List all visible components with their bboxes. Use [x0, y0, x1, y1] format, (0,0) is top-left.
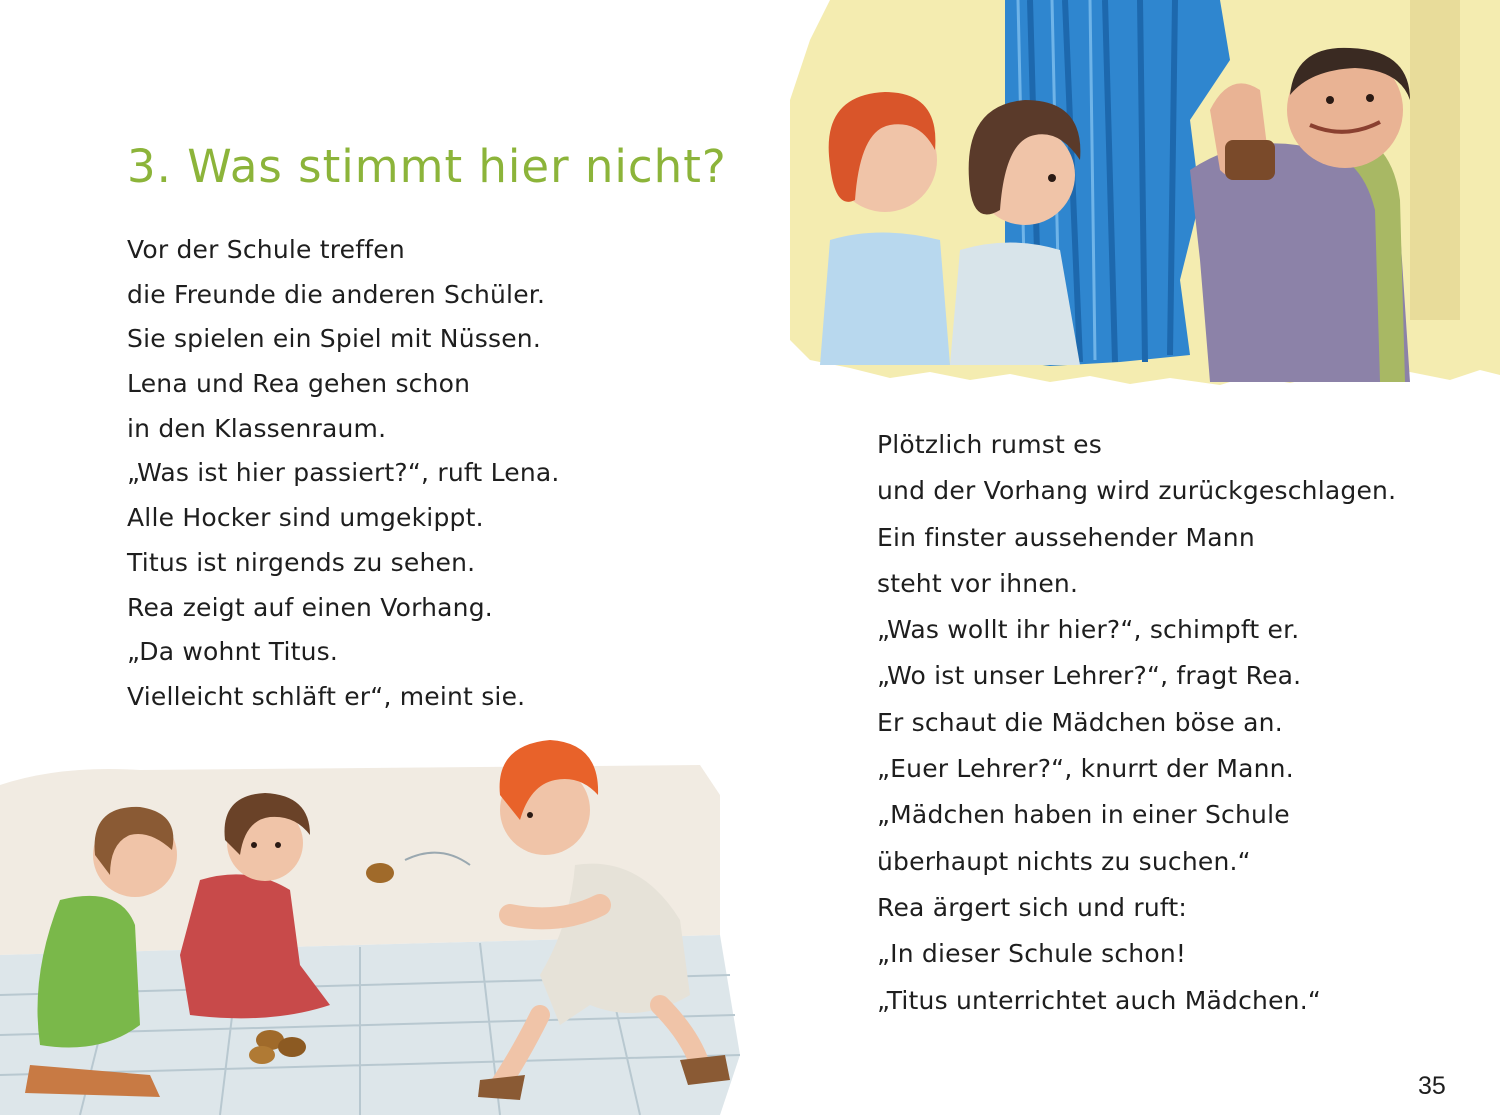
story-line: und der Vorhang wird zurückgeschlagen.	[877, 476, 1397, 506]
illustration-curtain-scene	[790, 0, 1500, 390]
story-line: Rea ärgert sich und ruft:	[877, 892, 1188, 922]
story-line: „Wo ist unser Lehrer?“, fragt Rea.	[877, 661, 1302, 691]
right-story-text	[877, 422, 1396, 1024]
story-line: „Euer Lehrer?“, knurrt der Mann.	[877, 754, 1294, 784]
story-line: „Da wohnt Titus.	[127, 637, 339, 667]
story-line: Ein finster aussehender Mann	[877, 522, 1255, 552]
story-line: Plötzlich rumst es	[877, 430, 1102, 459]
story-line: „Was ist hier passiert?“, ruft Lena.	[127, 458, 560, 488]
page-number: 35	[1418, 1072, 1446, 1100]
story-line: Er schaut die Mädchen böse an.	[877, 707, 1283, 737]
story-line: Alle Hocker sind umgekippt.	[127, 503, 484, 533]
story-line: die Freunde die anderen Schüler.	[127, 279, 546, 309]
story-line: „Mädchen haben in einer Schule	[877, 800, 1290, 830]
story-line: in den Klassenraum.	[127, 413, 387, 443]
story-line: Vor der Schule treffen	[127, 235, 405, 264]
story-line: Rea zeigt auf einen Vorhang.	[127, 592, 493, 622]
flying-nut	[366, 863, 394, 883]
nut	[278, 1037, 306, 1057]
illustration-nut-game	[0, 725, 760, 1115]
story-line: „Was wollt ihr hier?“, schimpft er.	[877, 615, 1300, 645]
story-line: Sie spielen ein Spiel mit Nüssen.	[127, 324, 541, 354]
story-line: „Titus unterrichtet auch Mädchen.“	[877, 985, 1322, 1015]
story-line: steht vor ihnen.	[877, 568, 1079, 598]
left-story-text	[127, 228, 560, 720]
nut	[249, 1046, 275, 1064]
story-line: „In dieser Schule schon!	[877, 939, 1187, 969]
story-line: Titus ist nirgends zu sehen.	[127, 547, 476, 577]
story-line: Vielleicht schläft er“, meint sie.	[127, 681, 526, 711]
girl-brown-hair-dress	[950, 243, 1080, 366]
story-line: überhaupt nichts zu suchen.“	[877, 846, 1251, 876]
chapter-title: 3. Was stimmt hier nicht?	[127, 140, 727, 193]
story-line: Lena und Rea gehen schon	[127, 369, 471, 399]
girl-red-hair-dress	[820, 233, 950, 366]
